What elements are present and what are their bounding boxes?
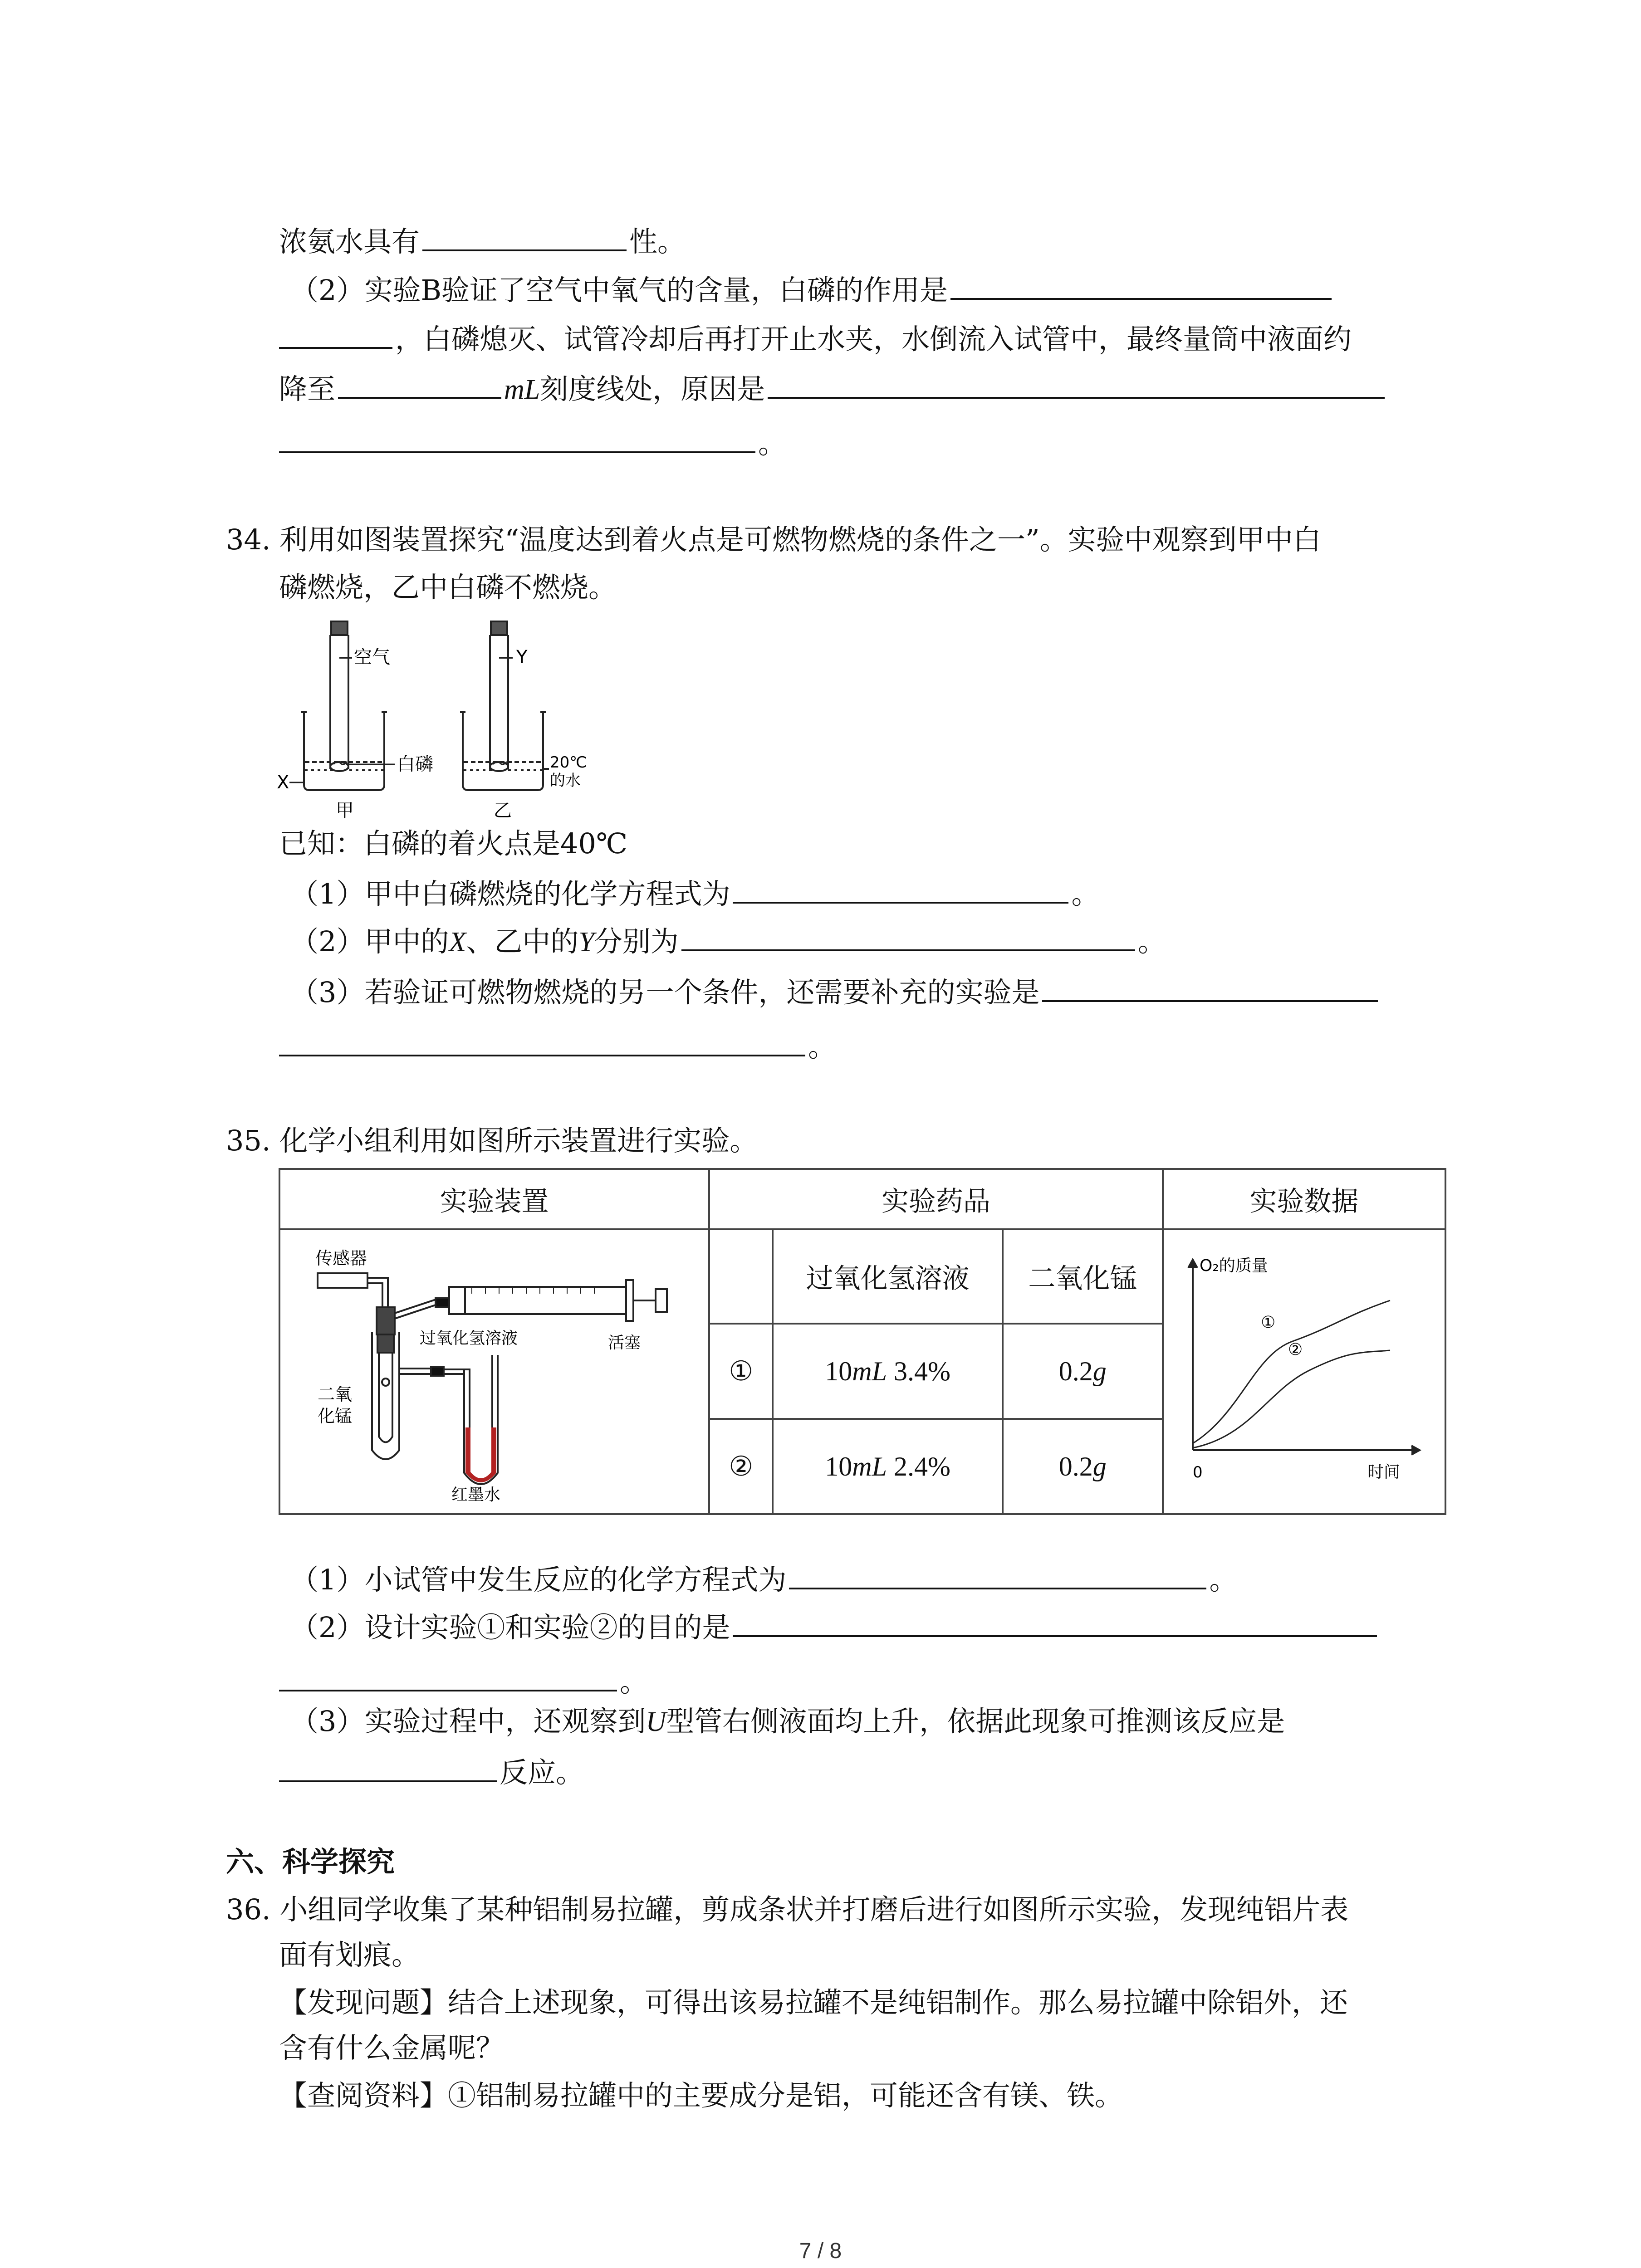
q35-text: （3）实验过程中，还观察到 xyxy=(290,1705,646,1738)
label-mno2-a: 二氧 xyxy=(317,1384,352,1404)
row2-h2o2 xyxy=(773,1419,1002,1514)
graph-origin: 0 xyxy=(1193,1463,1203,1481)
data-cell xyxy=(1163,1229,1445,1514)
q35-sub2-cont xyxy=(279,1662,648,1700)
label-h2o2: 过氧化氢溶液 xyxy=(419,1329,518,1348)
answer-blank[interactable] xyxy=(733,1608,1377,1637)
q35-text: （1）小试管中发生反应的化学方程式为 xyxy=(290,1563,787,1596)
q33-line3 xyxy=(279,320,1352,357)
curve-2 xyxy=(1193,1350,1390,1448)
answer-blank[interactable] xyxy=(733,875,1068,904)
row1-h2o2-conc: 3.4% xyxy=(887,1356,950,1386)
q34-text: 。 xyxy=(808,1030,837,1063)
answer-blank[interactable] xyxy=(279,424,755,453)
q33-line2 xyxy=(290,271,1334,308)
answer-blank[interactable] xyxy=(279,1753,497,1782)
q35-var-u: U xyxy=(646,1706,666,1737)
answer-blank[interactable] xyxy=(681,922,1135,951)
q34-sub3-cont xyxy=(279,1027,836,1065)
graph-curve1-label: ① xyxy=(1261,1313,1276,1332)
col-mno2: 二氧化锰 xyxy=(1003,1229,1163,1324)
experiment-table xyxy=(279,1168,1446,1515)
section-title: 六、科学探究 xyxy=(226,1845,395,1878)
row1-mno2-mass: 0.2 xyxy=(1058,1356,1093,1386)
q36-line1: 36. 小组同学收集了某种铝制易拉罐，剪成条状并打磨后进行如图所示实验，发现纯铝片表 xyxy=(226,1893,1349,1926)
header-apparatus: 实验装置 xyxy=(279,1169,709,1229)
q35-sub3-cont xyxy=(279,1753,584,1791)
q34-text: （2）甲中的 xyxy=(290,925,449,958)
q34-sub3 xyxy=(290,973,1381,1011)
q33-unit: mL xyxy=(504,374,540,405)
q35-sub2 xyxy=(290,1608,1380,1646)
header-reagents: 实验药品 xyxy=(709,1169,1163,1229)
q34-text: （1）甲中白磷燃烧的化学方程式为 xyxy=(290,877,730,910)
row1-mno2-unit: g xyxy=(1092,1356,1107,1386)
label-sensor: 传感器 xyxy=(315,1248,367,1268)
answer-blank[interactable] xyxy=(1042,973,1378,1002)
empty-cell xyxy=(709,1229,773,1324)
row1-mno2 xyxy=(1003,1324,1163,1419)
graph-curve2-label: ② xyxy=(1288,1340,1303,1359)
q36-line2: 面有划痕。 xyxy=(279,1938,420,1971)
answer-blank[interactable] xyxy=(279,320,392,349)
q35-line1: 35. 化学小组利用如图所示装置进行实验。 xyxy=(226,1124,758,1157)
label-yi: 乙 xyxy=(494,800,512,821)
label-y: Y xyxy=(516,647,528,668)
q35-text: 型管右侧液面均上升，依据此现象可推测该反应是 xyxy=(666,1705,1285,1738)
row2-mno2-mass: 0.2 xyxy=(1058,1451,1093,1481)
label-jia: 甲 xyxy=(336,800,354,821)
q35-text: 反应。 xyxy=(500,1756,584,1789)
row2-id: ② xyxy=(709,1419,773,1514)
q35-sub1 xyxy=(290,1560,1237,1598)
row2-mno2 xyxy=(1003,1419,1163,1514)
row2-h2o2-conc: 2.4% xyxy=(887,1451,950,1481)
row2-h2o2-unit: mL xyxy=(852,1451,887,1481)
curve-1 xyxy=(1193,1300,1390,1443)
graph-xlabel: 时间 xyxy=(1367,1462,1401,1481)
q34-sub1 xyxy=(290,875,1099,912)
q33-text: 浓氨水具有 xyxy=(279,225,420,258)
q33-text: ，白磷熄灭、试管冷却后再打开止水夹，水倒流入试管中，最终量筒中液面约 xyxy=(395,323,1352,356)
q33-line4 xyxy=(279,370,1387,408)
q34-text: 。 xyxy=(1137,925,1166,958)
answer-blank[interactable] xyxy=(338,370,501,399)
label-piston: 活塞 xyxy=(607,1333,641,1352)
label-x: X xyxy=(277,772,289,793)
row1-h2o2-unit: mL xyxy=(852,1356,887,1386)
q35-sub3 xyxy=(290,1703,1285,1740)
row1-id: ① xyxy=(709,1324,773,1419)
row2-h2o2-vol: 10 xyxy=(825,1451,852,1481)
apparatus-cell xyxy=(279,1229,709,1514)
answer-blank[interactable] xyxy=(422,222,627,251)
q33-text: （2）实验B验证了空气中氧气的含量，白磷的作用是 xyxy=(290,274,948,307)
page-number: 7 / 8 xyxy=(799,2239,842,2263)
q34-text: （3）若验证可燃物燃烧的另一个条件，还需要补充的实验是 xyxy=(290,976,1040,1009)
row1-h2o2-vol: 10 xyxy=(825,1356,852,1386)
row1-h2o2 xyxy=(773,1324,1002,1419)
label-water: 的水 xyxy=(550,772,581,790)
q34-text: 、乙中的 xyxy=(466,925,579,958)
apparatus-diagram xyxy=(290,1232,699,1505)
label-red-ink: 红墨水 xyxy=(451,1485,500,1504)
graph-ylabel: O₂的质量 xyxy=(1200,1256,1269,1275)
q35-text: 。 xyxy=(1209,1563,1238,1596)
col-h2o2: 过氧化氢溶液 xyxy=(773,1229,1002,1324)
answer-blank[interactable] xyxy=(279,1662,617,1691)
label-mno2-b: 化锰 xyxy=(317,1406,352,1426)
answer-blank[interactable] xyxy=(789,1560,1206,1589)
label-water-temp: 20℃ xyxy=(550,753,587,772)
q33-text: 降至 xyxy=(279,372,336,406)
q36-line4: 含有什么金属呢？ xyxy=(279,2031,505,2064)
q36-line3: 【发现问题】结合上述现象，可得出该易拉罐不是纯铝制作。那么易拉罐中除铝外，还 xyxy=(279,1986,1348,2019)
q34-text: 分别为 xyxy=(594,925,679,958)
row2-mno2-unit: g xyxy=(1092,1451,1107,1481)
q35-text: （2）设计实验①和实验②的目的是 xyxy=(290,1611,730,1644)
q34-line2: 磷燃烧，乙中白磷不燃烧。 xyxy=(279,571,617,604)
q34-line1: 34. 利用如图装置探究“温度达到着火点是可燃物燃烧的条件之一”。实验中观察到甲中白 xyxy=(226,523,1321,556)
label-phosphorus: 白磷 xyxy=(397,754,433,775)
beaker-yi xyxy=(460,621,549,790)
header-data: 实验数据 xyxy=(1163,1169,1445,1229)
q33-line5 xyxy=(279,424,786,462)
q34-sub2 xyxy=(290,922,1166,960)
q34-var-x: X xyxy=(449,927,466,958)
q33-text: 。 xyxy=(758,427,787,460)
q33-line1 xyxy=(279,222,686,260)
o2-mass-graph xyxy=(1172,1242,1435,1496)
combustion-apparatus-figure xyxy=(272,612,590,826)
q33-text: 性。 xyxy=(629,225,686,258)
q34-known: 已知：白磷的着火点是40℃ xyxy=(279,827,628,860)
q34-var-y: Y xyxy=(578,927,594,958)
q33-text: 刻度线处，原因是 xyxy=(540,372,765,406)
label-air: 空气 xyxy=(354,647,390,668)
q34-text: 。 xyxy=(1071,877,1100,910)
q36-line5: 【查阅资料】①铝制易拉罐中的主要成分是铝，可能还含有镁、铁。 xyxy=(279,2079,1123,2112)
answer-blank[interactable] xyxy=(768,370,1385,399)
q35-text: 。 xyxy=(620,1665,648,1698)
answer-blank[interactable] xyxy=(279,1027,805,1056)
answer-blank[interactable] xyxy=(950,271,1332,300)
